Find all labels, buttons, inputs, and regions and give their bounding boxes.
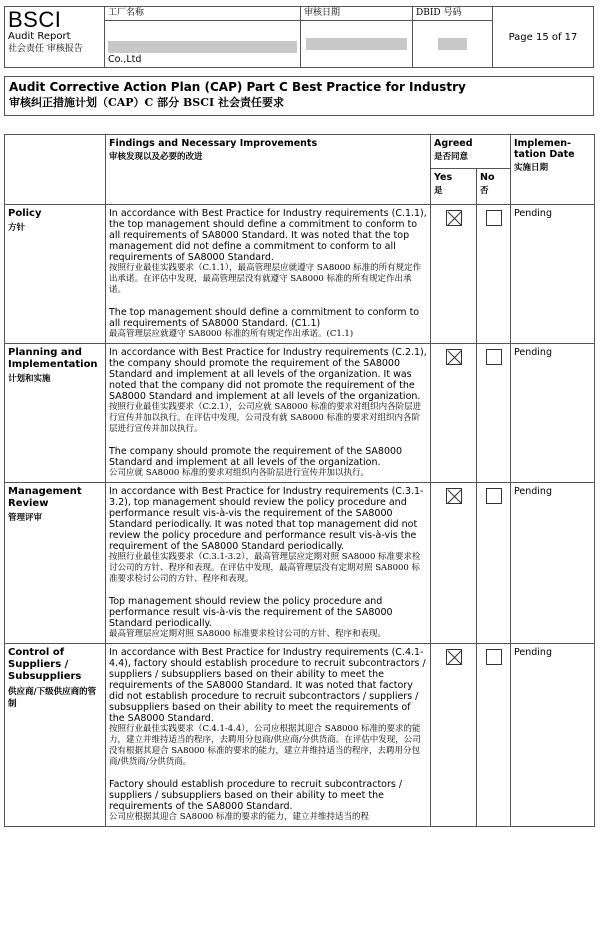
agreed-yes-checkbox[interactable] [446, 649, 462, 665]
header-agreed: Agreed 是否同意 [431, 135, 511, 169]
audit-date-redaction [306, 38, 407, 50]
agreed-no-checkbox[interactable] [486, 488, 502, 504]
header-findings: Findings and Necessary Improvements 审核发现以及必要的改进 [106, 135, 431, 205]
agreed-no-checkbox[interactable] [486, 210, 502, 226]
logo-subtitle: Audit Report [8, 31, 71, 42]
header-implementation-date: Implemen-tation Date 实施日期 [511, 135, 595, 205]
row-yes [431, 483, 477, 644]
row-status: Pending [511, 344, 595, 483]
row-section: Planning and Implementation 计划和实施 [5, 344, 106, 483]
row-status: Pending [511, 644, 595, 827]
cap-table [4, 134, 595, 827]
page-title: Audit Corrective Action Plan (CAP) Part C Best Practice for Industry [9, 80, 466, 94]
row-section: Management Review 管理评审 [5, 483, 106, 644]
factory-label-cell [105, 7, 301, 21]
row-finding: In accordance with Best Practice for Industry requirements (C.3.1-3.2), top management should review the policy procedure and performance result vis-à-vis the requirement of the SA8000 Standard periodically. It was noted that top management did not review the policy procedure and performance result vis-à-vis the requirement of the SA8000 Standard periodically. 按照行业最佳实践要求（C.3.1-3.2），最高管理层应定期对照 SA8000 标准要求检讨公司的方针、程序和表现。在评估中发现，最高管理层没有定期对照 SA8000 标准要求检讨公司的方针、程序和表现。 Top management should review the policy procedure and performance result vis-à-vis the requirement of the SA8000 Standard periodically. 最高管理层应定期对照 SA8000 标准要求检讨公司的方针、程序和表现。 [106, 483, 431, 644]
row-no [477, 644, 511, 827]
row-yes [431, 644, 477, 827]
header-yes: Yes 是 [431, 169, 477, 205]
agreed-yes-checkbox[interactable] [446, 349, 462, 365]
row-no [477, 344, 511, 483]
row-section: Control of Suppliers / Subsuppliers 供应商/下级供应商的管制 [5, 644, 106, 827]
factory-name-cell [105, 21, 301, 68]
agreed-yes-checkbox[interactable] [446, 210, 462, 226]
factory-name-label: 工厂名称 [108, 8, 145, 18]
dbid-cell [413, 21, 493, 68]
table-row [5, 483, 595, 644]
agreed-yes-checkbox[interactable] [446, 488, 462, 504]
row-no [477, 205, 511, 344]
dbid-label: DBID 号码 [416, 8, 462, 18]
logo-cell [5, 7, 105, 68]
header-section-cell [5, 135, 106, 205]
row-section: Policy 方针 [5, 205, 106, 344]
dbid-label-cell [413, 7, 493, 21]
row-finding: In accordance with Best Practice for Industry requirements (C.1.1), the top management should define a commitment to conform to all requirements of SA8000 Standard. It was noted that the top management did not define a commitment to conform to all requirements of SA8000 Standard. 按照行业最佳实践要求（C.1.1），最高管理层应就遵守 SA8000 标准的所有规定作出承诺。在评估中发现，最高管理层没有就遵守 SA8000 标准的所有规定作出承诺。 The top management should define a commitment to conform to all requirements of SA8000 Standard. (C1.1) 最高管理层应就遵守 SA8000 标准的所有规定作出承诺。(C1.1) [106, 205, 431, 344]
audit-date-cell [301, 21, 413, 68]
row-yes [431, 344, 477, 483]
page-number: Page 15 of 17 [493, 7, 594, 68]
logo-subtitle-cn: 社会责任 审核报告 [8, 44, 83, 54]
row-no [477, 483, 511, 644]
audit-date-label-cell [301, 7, 413, 21]
section-title-box [4, 76, 594, 116]
bsci-logo: BSCI [8, 7, 62, 32]
row-status: Pending [511, 483, 595, 644]
table-row [5, 344, 595, 483]
table-header-row [5, 135, 595, 169]
table-row [5, 644, 595, 827]
audit-date-label: 审核日期 [304, 8, 341, 18]
report-header [4, 6, 594, 68]
agreed-no-checkbox[interactable] [486, 349, 502, 365]
dbid-redaction [438, 38, 467, 50]
row-finding: In accordance with Best Practice for Industry requirements (C.2.1), the company should promote the requirement of the SA8000 Standard and implement at all levels of the organization. It was noted that the company did not promote the requirement of the SA8000 Standard and implement at all levels of the organization. 按照行业最佳实践要求（C.2.1），公司应就 SA8000 标准的要求对组织内各阶层进行宣传并加以执行。在评估中发现，公司没有就 SA8000 标准的要求对组织内各阶层进行宣传并加以执行。 The company should promote the requirement of the SA8000 Standard and implement at all levels of the organization. 公司应就 SA8000 标准的要求对组织内各阶层进行宣传并加以执行。 [106, 344, 431, 483]
row-yes [431, 205, 477, 344]
table-row [5, 205, 595, 344]
factory-name-redaction [108, 41, 297, 53]
row-finding: In accordance with Best Practice for Industry requirements (C.4.1-4.4), factory should establish procedure to recruit subcontractors / suppliers / subsuppliers based on their ability to meet the requirements of the SA8000 Standard. It was noted that factory did not establish procedure to recruit subcontractors / suppliers / subsuppliers based on their ability to meet the requirements of the SA8000 Standard. 按照行业最佳实践要求（C.4.1-4.4），公司应根据其迎合 SA8000 标准的要求的能力，建立并维持适当的程序，去聘用分包商/供应商/分供货商。在评估中发现，公司没有根据其迎合 SA8000 标准的要求的能力，建立并维持适当的程序，去聘用分包商/供货商/分供货商。 Factory should establish procedure to recruit subcontractors / suppliers / subsuppliers based on their ability to meet the requirements of the SA8000 Standard. 公司应根据其迎合 SA8000 标准的要求的能力，建立并维持适当的程 [106, 644, 431, 827]
header-no: No 否 [477, 169, 511, 205]
page-title-cn: 审核纠正措施计划（CAP）C 部分 BSCI 社会责任要求 [9, 96, 284, 109]
factory-name-suffix: Co.,Ltd [108, 54, 142, 65]
row-status: Pending [511, 205, 595, 344]
agreed-no-checkbox[interactable] [486, 649, 502, 665]
